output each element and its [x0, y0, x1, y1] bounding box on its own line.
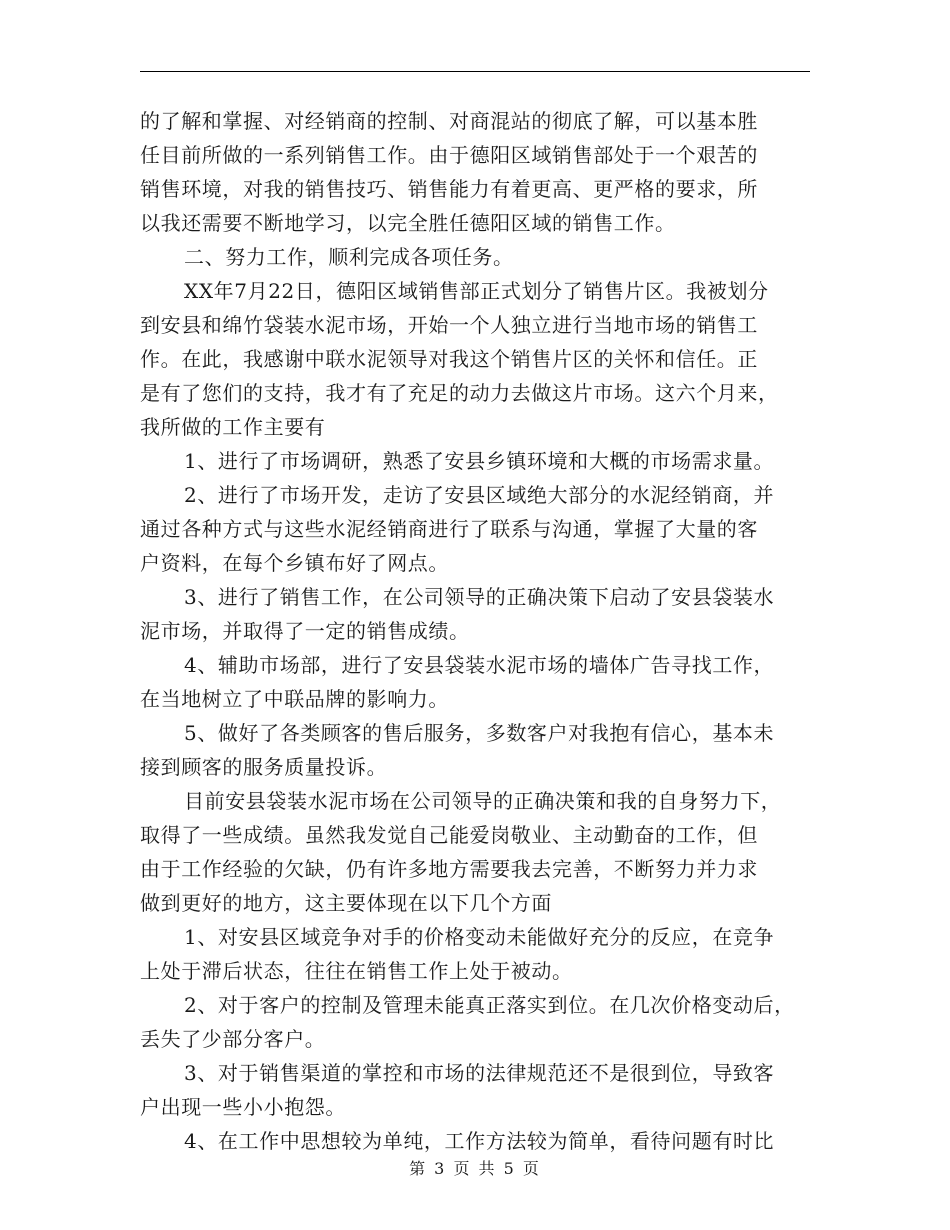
- text-line: 任目前所做的一系列销售工作。由于德阳区域销售部处于一个艰苦的: [140, 143, 758, 167]
- list-item: 4、在工作中思想较为单纯，工作方法较为简单，看待问题有时比: [184, 1129, 775, 1153]
- text-line: 到安县和绵竹袋装水泥市场，开始一个人独立进行当地市场的销售工: [140, 313, 758, 337]
- text-line: 通过各种方式与这些水泥经销商进行了联系与沟通，掌握了大量的客: [140, 517, 758, 541]
- list-item: 5、做好了各类顾客的售后服务，多数客户对我抱有信心，基本未: [184, 721, 775, 745]
- list-item: 1、进行了市场调研，熟悉了安县乡镇环境和大概的市场需求量。: [184, 449, 775, 473]
- header-rule: [140, 71, 810, 72]
- list-item: 1、对安县区域竞争对手的价格变动未能做好充分的反应，在竞争: [184, 925, 775, 949]
- list-item: 3、进行了销售工作，在公司领导的正确决策下启动了安县袋装水: [184, 585, 775, 609]
- text-line: 我所做的工作主要有: [140, 415, 326, 439]
- text-line: 户出现一些小小抱怨。: [140, 1095, 346, 1119]
- text-line: 由于工作经验的欠缺，仍有许多地方需要我去完善，不断努力并力求: [140, 857, 758, 881]
- text-line: 上处于滞后状态，往往在销售工作上处于被动。: [140, 959, 573, 983]
- list-item: 2、进行了市场开发，走访了安县区域绝大部分的水泥经销商，并: [184, 483, 775, 507]
- text-line: 在当地树立了中联品牌的影响力。: [140, 687, 449, 711]
- text-line: 以我还需要不断地学习，以完全胜任德阳区域的销售工作。: [140, 211, 676, 235]
- text-line: 户资料，在每个乡镇布好了网点。: [140, 551, 449, 575]
- text-line: 丢失了少部分客户。: [140, 1027, 326, 1051]
- text-line: 取得了一些成绩。虽然我发觉自己能爱岗敬业、主动勤奋的工作，但: [140, 823, 758, 847]
- text-line: 销售环境，对我的销售技巧、销售能力有着更高、更严格的要求，所: [140, 177, 758, 201]
- text-line: 目前安县袋装水泥市场在公司领导的正确决策和我的自身努力下，: [184, 789, 782, 813]
- list-item: 4、辅助市场部，进行了安县袋装水泥市场的墙体广告寻找工作，: [184, 653, 775, 677]
- text-line: 的了解和掌握、对经销商的控制、对商混站的彻底了解，可以基本胜: [140, 109, 758, 133]
- section-heading: 二、努力工作，顺利完成各项任务。: [184, 245, 514, 269]
- page-number: 第 3 页 共 5 页: [409, 1159, 541, 1178]
- text-line: 是有了您们的支持，我才有了充足的动力去做这片市场。这六个月来，: [140, 381, 779, 405]
- list-item: 3、对于销售渠道的掌控和市场的法律规范还不是很到位，导致客: [184, 1061, 775, 1085]
- text-line: 做到更好的地方，这主要体现在以下几个方面: [140, 891, 552, 915]
- text-line: 作。在此，我感谢中联水泥领导对我这个销售片区的关怀和信任。正: [140, 347, 758, 371]
- text-line: 接到顾客的服务质量投诉。: [140, 755, 388, 779]
- text-line: XX年7月22日，德阳区域销售部正式划分了销售片区。我被划分: [184, 279, 769, 303]
- list-item: 2、对于客户的控制及管理未能真正落实到位。在几次价格变动后，: [184, 993, 795, 1017]
- text-line: 泥市场，并取得了一定的销售成绩。: [140, 619, 470, 643]
